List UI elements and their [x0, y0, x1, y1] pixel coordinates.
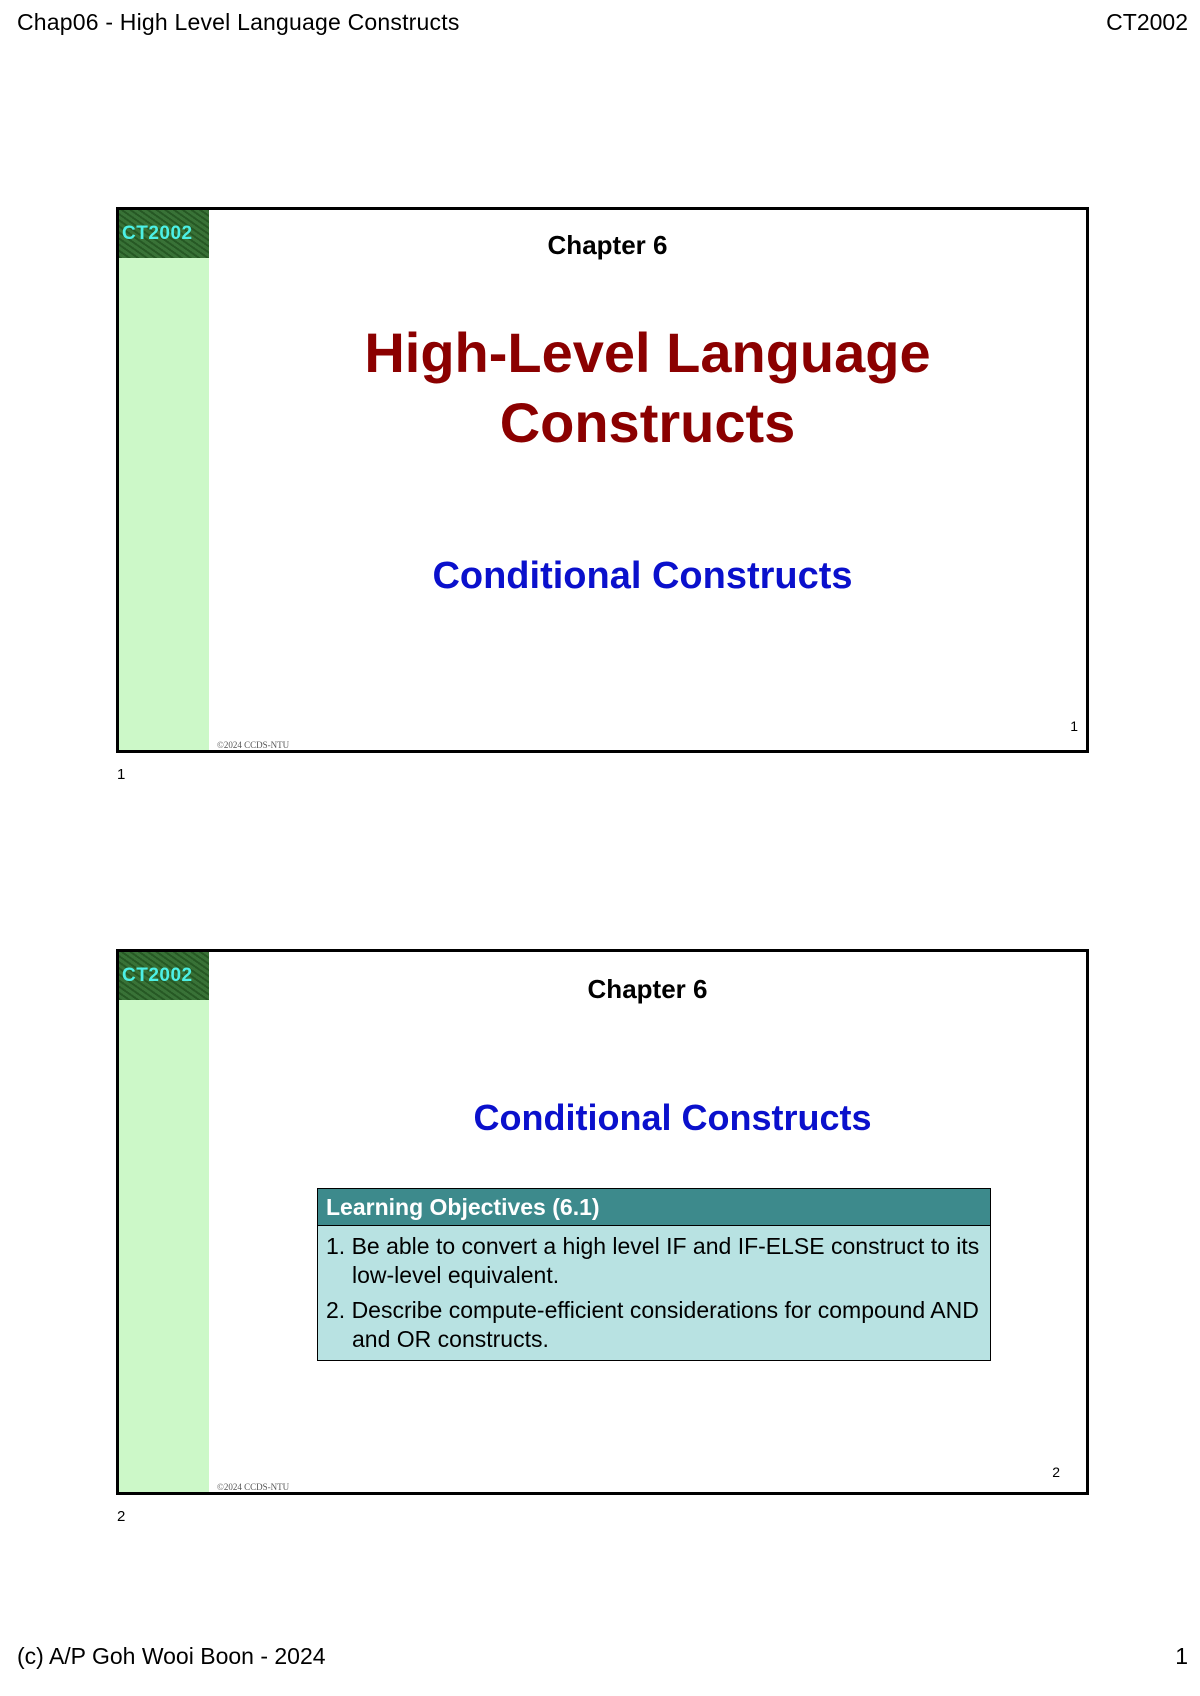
slide-subtitle: Conditional Constructs [432, 555, 853, 597]
objectives-header: Learning Objectives (6.1) [318, 1189, 990, 1226]
course-tag-label: CT2002 [122, 965, 193, 986]
page-header-course: CT2002 [1106, 9, 1188, 35]
slide-subtitle: Conditional Constructs [473, 1097, 872, 1138]
objectives-list [318, 1226, 990, 1360]
slide-sidebar [119, 952, 209, 1492]
page-header-title: Chap06 - High Level Language Constructs [17, 9, 460, 35]
objective-item: 1. Be able to convert a high level IF and IF-ELSE construct to its low-level equivalent. [326, 1233, 980, 1288]
slide-2 [116, 949, 1089, 1495]
chapter-label: Chapter 6 [587, 974, 708, 1004]
slide-title-line2: Constructs [499, 391, 796, 454]
learning-objectives-box [317, 1188, 991, 1361]
slide-copyright: ©2024 CCDS-NTU [217, 740, 290, 750]
slide-copyright: ©2024 CCDS-NTU [217, 1482, 290, 1492]
course-tag-label: CT2002 [122, 223, 193, 244]
slide-sidebar [119, 210, 209, 750]
page-number: 1 [1175, 1643, 1188, 1669]
slide-index-2: 2 [117, 1508, 126, 1525]
slide-1 [116, 207, 1089, 753]
slide-number: 1 [1070, 718, 1078, 734]
slide-number: 2 [1052, 1464, 1060, 1480]
page-footer-author: (c) A/P Goh Wooi Boon - 2024 [17, 1643, 326, 1669]
slide-index-1: 1 [117, 766, 126, 783]
objective-item: 2. Describe compute-efficient considerations for compound AND and OR constructs. [326, 1297, 979, 1352]
chapter-label: Chapter 6 [547, 230, 668, 260]
slide-title-line1: High-Level Language [364, 321, 931, 384]
